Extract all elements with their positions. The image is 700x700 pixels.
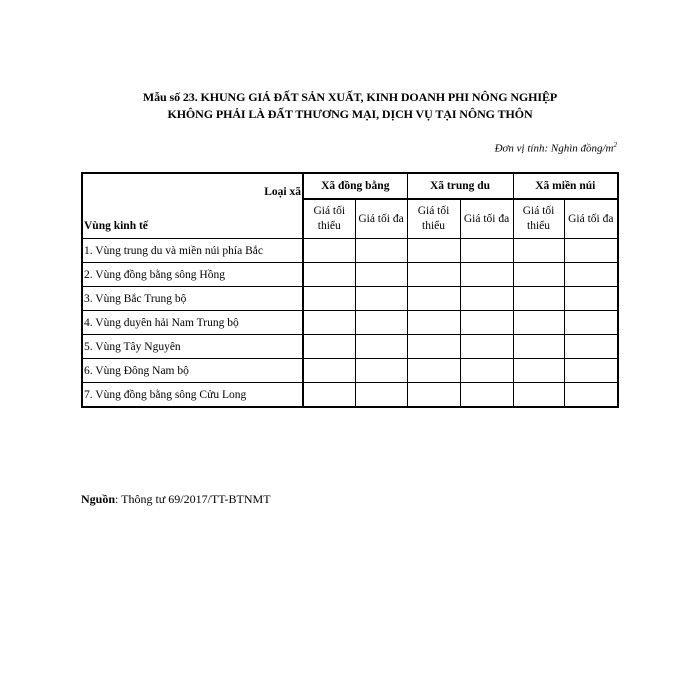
- empty-cell: [303, 311, 355, 335]
- empty-cell: [407, 335, 460, 359]
- empty-cell: [513, 311, 564, 335]
- empty-cell: [513, 263, 564, 287]
- sub-header-min: Giá tối thiểu: [407, 199, 460, 239]
- economic-region-label: Vùng kinh tế: [84, 220, 148, 232]
- group-header-mountains: Xã miền núi: [513, 173, 618, 199]
- empty-cell: [303, 263, 355, 287]
- group-header-plains: Xã đồng bằng: [303, 173, 407, 199]
- region-label: 3. Vùng Bắc Trung bộ: [82, 287, 303, 311]
- empty-cell: [460, 263, 513, 287]
- empty-cell: [355, 383, 407, 408]
- form-title-line-1: Mẫu số 23. KHUNG GIÁ ĐẤT SẢN XUẤT, KINH DOANH PHI NÔNG NGHIỆP: [142, 90, 558, 104]
- region-label: 1. Vùng trung du và miền núi phía Bắc: [82, 239, 303, 263]
- table-row: [82, 335, 618, 359]
- empty-cell: [460, 287, 513, 311]
- empty-cell: [355, 263, 407, 287]
- region-label: 2. Vùng đồng bằng sông Hồng: [82, 263, 303, 287]
- table-row: [82, 311, 618, 335]
- empty-cell: [460, 383, 513, 408]
- empty-cell: [355, 359, 407, 383]
- table-row: [82, 263, 618, 287]
- empty-cell: [303, 383, 355, 408]
- empty-cell: [407, 311, 460, 335]
- region-label: 6. Vùng Đông Nam bộ: [82, 359, 303, 383]
- table-row: [82, 383, 618, 408]
- empty-cell: [460, 239, 513, 263]
- empty-cell: [460, 335, 513, 359]
- empty-cell: [564, 383, 618, 408]
- empty-cell: [303, 359, 355, 383]
- table-row: [82, 287, 618, 311]
- empty-cell: [303, 239, 355, 263]
- unit-superscript: 2: [613, 141, 617, 149]
- sub-header-min: Giá tối thiểu: [513, 199, 564, 239]
- form-title-line-2: KHÔNG PHẢI LÀ ĐẤT THƯƠNG MẠI, DỊCH VỤ TẠI NÔNG THÔN: [167, 107, 533, 121]
- empty-cell: [355, 335, 407, 359]
- table-row: [82, 359, 618, 383]
- empty-cell: [513, 359, 564, 383]
- empty-cell: [407, 263, 460, 287]
- empty-cell: [564, 335, 618, 359]
- empty-cell: [564, 263, 618, 287]
- source-label: Nguồn: [81, 492, 116, 506]
- table-corner-header: [82, 173, 303, 239]
- price-frame-table: [81, 172, 619, 408]
- region-label: 4. Vùng duyên hải Nam Trung bộ: [82, 311, 303, 335]
- table-row: [82, 239, 618, 263]
- sub-header-max: Giá tối đa: [355, 199, 407, 239]
- commune-type-label: Loại xã: [264, 186, 301, 198]
- empty-cell: [407, 383, 460, 408]
- empty-cell: [355, 287, 407, 311]
- empty-cell: [303, 287, 355, 311]
- empty-cell: [513, 335, 564, 359]
- sub-header-max: Giá tối đa: [460, 199, 513, 239]
- empty-cell: [303, 335, 355, 359]
- empty-cell: [564, 287, 618, 311]
- empty-cell: [407, 287, 460, 311]
- region-label: 7. Vùng đồng bằng sông Cửu Long: [82, 383, 303, 408]
- group-header-midlands: Xã trung du: [407, 173, 513, 199]
- empty-cell: [513, 287, 564, 311]
- empty-cell: [355, 239, 407, 263]
- empty-cell: [564, 311, 618, 335]
- empty-cell: [355, 311, 407, 335]
- sub-header-max: Giá tối đa: [564, 199, 618, 239]
- empty-cell: [564, 239, 618, 263]
- unit-note: [495, 141, 617, 155]
- empty-cell: [407, 359, 460, 383]
- region-label: 5. Vùng Tây Nguyên: [82, 335, 303, 359]
- empty-cell: [460, 311, 513, 335]
- empty-cell: [564, 359, 618, 383]
- empty-cell: [513, 239, 564, 263]
- empty-cell: [513, 383, 564, 408]
- unit-text: Đơn vị tính: Nghìn đồng/m: [494, 142, 614, 155]
- sub-header-min: Giá tối thiểu: [303, 199, 355, 239]
- source-text: : Thông tư 69/2017/TT-BTNMT: [115, 492, 271, 506]
- empty-cell: [407, 239, 460, 263]
- source-note: [81, 492, 271, 507]
- empty-cell: [460, 359, 513, 383]
